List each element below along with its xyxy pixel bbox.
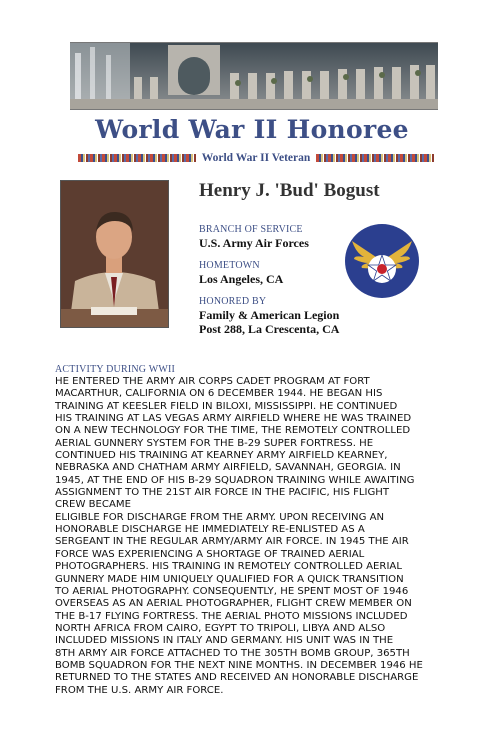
honoree-portrait — [60, 180, 169, 328]
memorial-banner-image — [70, 42, 438, 110]
honored-by-line1: Family & American Legion — [199, 308, 340, 322]
ribbon-stripe-right — [316, 154, 434, 162]
honoree-name: Henry J. 'Bud' Bogust — [199, 180, 380, 201]
subtitle: World War II Veteran — [201, 152, 311, 164]
ribbon-stripe-left — [78, 154, 196, 162]
branch-value: U.S. Army Air Forces — [199, 236, 309, 250]
branch-label: BRANCH OF SERVICE — [199, 224, 303, 235]
activity-label: ACTIVITY DURING WWII — [55, 364, 176, 375]
hometown-value: Los Angeles, CA — [199, 272, 284, 286]
subtitle-row — [72, 152, 440, 164]
activity-text: HE ENTERED THE ARMY AIR CORPS CADET PROGRAM AT FORT MACARTHUR, CALIFORNIA ON 6 DECEMBER 1944. HE BEGAN HIS TRAINING AT KEESLER FIELD IN BILOXI, MISSISSIPPI. HE CONTINUED HIS TRAINING AT LAS VEGAS ARMY AIRFIELD WHERE HE WAS TRAINED ON A NEW TECHNOLOGY FOR THE TIME, THE REMOTELY CONTROLLED AERIAL GUNNERY SYSTEM FOR THE B-29 SUPER FORTRESS. HE CONTINUED HIS TRAINING AT KEARNEY ARMY AIRFIELD KEARNEY, NEBRASKA AND CHATHAM ARMY AIRFIELD, SAVANNAH, GEORGIA. IN 1945, AT THE END OF HIS B-29 SQUADRON TRAINING WHILE AWAITING ASSIGNMENT TO THE 21ST AIR FORCE IN THE PACIFIC, HIS FLIGHT CREW BECAME ELIGIBLE FOR DISCHARGE FROM THE ARMY. UPON RECEIVING AN HONORABLE DISCHARGE HE IMMEDIATELY RE-ENLISTED AS A SERGEANT IN THE REGULAR ARMY/ARMY AIR FORCE. IN 1945 THE AIR FORCE WAS EXPERIENCING A SHORTAGE OF TRAINED AERIAL PHOTOGRAPHERS. HIS TRAINING IN REMOTELY CONTROLLED AERIAL GUNNERY MADE HIM UNIQUELY QUALIFIED FOR A QUICK TRANSITION TO AERIAL PHOTOGRAPHY. CONSEQUENTLY, HE SPENT MOST OF 1946 OVERSEAS AS AN AERIAL PHOTOGRAPHER, FLIGHT CREW MEMBER ON THE B-17 FLYING FORTRESS. THE AERIAL PHOTO MISSIONS INCLUDED NORTH AFRICA FROM CAIRO, EGYPT TO TRIPOLI, LIBYA AND ALSO INCLUDED MISSIONS IN ITALY AND GERMANY. HIS UNIT WAS IN THE 8TH ARMY AIR FORCE ATTACHED TO THE 305TH BOMB GROUP, 365TH BOMB SQUADRON FOR THE NEXT NINE MONTHS. IN DECEMBER 1946 HE RETURNED TO THE STATES AND RECEIVED AN HONORABLE DISCHARGE FROM THE U.S. ARMY AIR FORCE. — [55, 376, 423, 696]
hometown-label: HOMETOWN — [199, 260, 260, 271]
page-title: World War II Honoree — [95, 115, 409, 144]
army-air-forces-emblem-icon — [344, 223, 420, 299]
honored-by-label: HONORED BY — [199, 296, 267, 307]
honored-by-line2: Post 288, La Crescenta, CA — [199, 322, 340, 336]
